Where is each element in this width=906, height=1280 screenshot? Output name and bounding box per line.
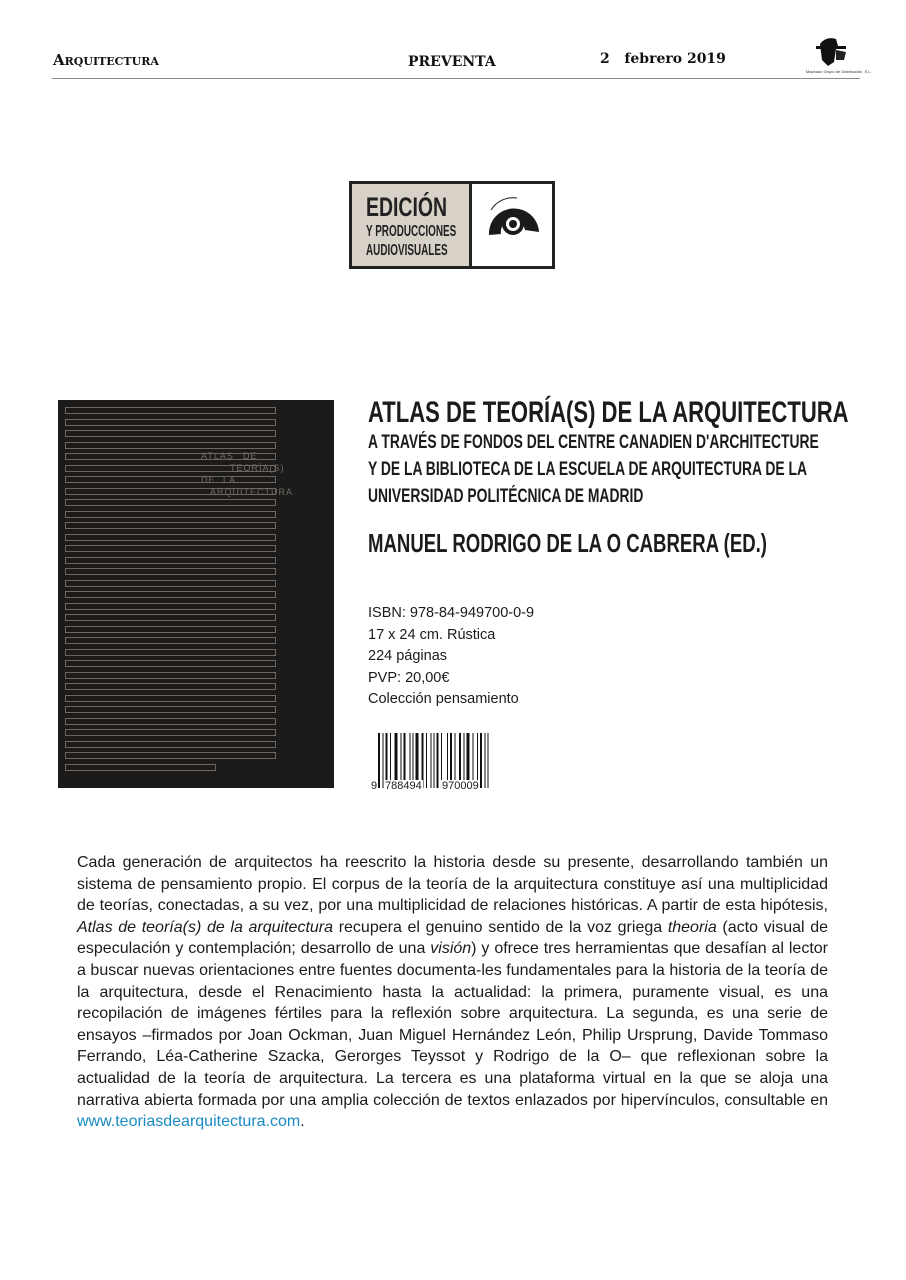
cover-stripe	[65, 660, 276, 667]
cover-stripe	[65, 557, 276, 564]
cover-stripe	[65, 580, 276, 587]
cover-stripe	[65, 511, 276, 518]
presale-label: PREVENTA	[408, 54, 496, 70]
barcode-digits-left: 788494	[385, 780, 422, 792]
cover-title-word: LA	[223, 475, 237, 485]
barcode-bar	[437, 733, 439, 788]
barcode-bar	[378, 733, 380, 788]
cover-stripe	[65, 695, 276, 702]
cover-stripe	[65, 430, 276, 437]
imprint-line-1: EDICIÓN	[366, 192, 448, 222]
hat-man-icon	[806, 36, 862, 68]
header-divider	[52, 78, 860, 79]
cover-title-word: TEORÍA(S)	[230, 463, 285, 473]
barcode-bar	[480, 733, 482, 788]
imprint-line-3: AUDIOVISUALES	[366, 242, 448, 259]
cover-stripe	[65, 614, 276, 621]
cover-stripe	[65, 407, 276, 414]
cover-stripe	[65, 706, 276, 713]
barcode-digits-right: 970009	[442, 780, 479, 792]
cover-stripe	[65, 649, 276, 656]
text: recupera el genuino sentido de la voz griega	[333, 918, 668, 936]
cover-stripe	[65, 729, 276, 736]
imprint-line-2: Y PRODUCCIONES	[366, 223, 457, 240]
price: PVP: 20,00€	[368, 669, 450, 686]
cover-stripe	[65, 534, 276, 541]
barcode-bar	[426, 733, 427, 788]
barcode-bar	[485, 733, 486, 788]
book-details	[368, 603, 534, 711]
dimensions: 17 x 24 cm. Rústica	[368, 626, 496, 643]
barcode-bar	[431, 733, 432, 788]
imprint-logo	[349, 181, 555, 269]
cover-stripe	[65, 442, 276, 449]
cover-stripe	[65, 718, 276, 725]
book-author: MANUEL RODRIGO DE LA O CABRERA (ED.)	[368, 528, 768, 558]
text-italic: visión	[430, 940, 472, 958]
text: Cada generación de arquitectos ha reescrito la historia desde su presente, desarrollando también un sistema de pensamiento propio. El corpus de la teoría de la arquitectura constituye así una multiplicidad de teorías, conectadas, a su vez, por una multiplicidad de relaciones históricas. A partir de esta hipótesis,	[77, 854, 828, 915]
cover-title-word: ARQUITECTURA	[210, 487, 294, 497]
text-italic: theoria	[667, 918, 717, 936]
cover-stripe	[65, 499, 276, 506]
cover-stripe	[65, 637, 276, 644]
cover-stripe	[65, 522, 276, 529]
book-subtitle-line: UNIVERSIDAD POLITÉCNICA DE MADRID	[368, 486, 644, 507]
cover-stripe	[65, 591, 276, 598]
cover-stripe	[65, 764, 216, 771]
cover-stripe	[65, 603, 276, 610]
isbn: ISBN: 978-84-949700-0-9	[368, 605, 535, 621]
barcode-digit-prefix: 9	[371, 780, 378, 792]
barcode-bar	[488, 733, 489, 788]
publisher-caption: Machado Grupo de Distribución, S.L.	[806, 69, 872, 74]
collection: Colección pensamiento	[368, 691, 519, 707]
publisher-logo	[806, 36, 872, 74]
text: ) y ofrece tres herramientas que desafían al lector a buscar nuevas orientaciones entre fuentes documenta-les fundamentales para la historia de la teoría de la arquitectura, desde el Renacimiento hasta la actualidad: la primera, puramente visual, es una recopilación de imágenes fértiles para la reflexión sobre arquitectura. La segunda, es una serie de ensayos –firmados por Joan Ockman, Juan Miguel Hernández León, Philip Ursprung, Davide Tommaso Ferrando, Léa-Catherine Szacka, Gerorges Teyssot y Rodrigo de la O– que reflexionan sobre la actualidad de la teoría de arquitectura. La tercera es una plataforma virtual en la que se aloja una narrativa abierta formada por una amplia colección de textos enlazados por hipervínculos, consultable en	[77, 940, 829, 1109]
section-label: Arquitectura	[53, 51, 159, 69]
website-link[interactable]: www.teoriasdearquitectura.com	[77, 1113, 301, 1131]
cover-stripe	[65, 476, 276, 483]
barcode-bar	[434, 733, 435, 788]
book-cover	[58, 400, 334, 788]
date-label: 2 febrero 2019	[600, 51, 726, 67]
book-title: ATLAS DE TEORÍA(S) DE LA ARQUITECTURA	[368, 396, 849, 429]
page-count: 224 páginas	[368, 648, 448, 664]
cover-stripe	[65, 545, 276, 552]
cover-stripe	[65, 741, 276, 748]
book-subtitle-line: Y DE LA BIBLIOTECA DE LA ESCUELA DE ARQUITECTURA DE LA	[368, 459, 807, 480]
cover-title-word: DE	[201, 475, 216, 485]
cover-stripe	[65, 626, 276, 633]
cover-stripe	[65, 672, 276, 679]
cover-stripe	[65, 683, 276, 690]
book-description	[77, 852, 828, 1133]
book-subtitle-line: A TRAVÉS DE FONDOS DEL CENTRE CANADIEN D'ARCHITECTURE	[368, 432, 819, 453]
cover-title-word: ATLAS	[201, 451, 234, 461]
text: (acto visual de especulación y contemplación; desarrollo de una	[77, 918, 829, 958]
text-italic: Atlas de teoría(s) de la arquitectura	[77, 918, 334, 936]
cover-stripe	[65, 752, 276, 759]
cover-stripe	[65, 419, 276, 426]
barcode	[370, 733, 500, 798]
text: .	[300, 1113, 305, 1131]
circulo-bellas-artes-seal-icon	[472, 184, 552, 266]
cover-title-word: DE	[243, 451, 258, 461]
cover-stripe	[65, 568, 276, 575]
